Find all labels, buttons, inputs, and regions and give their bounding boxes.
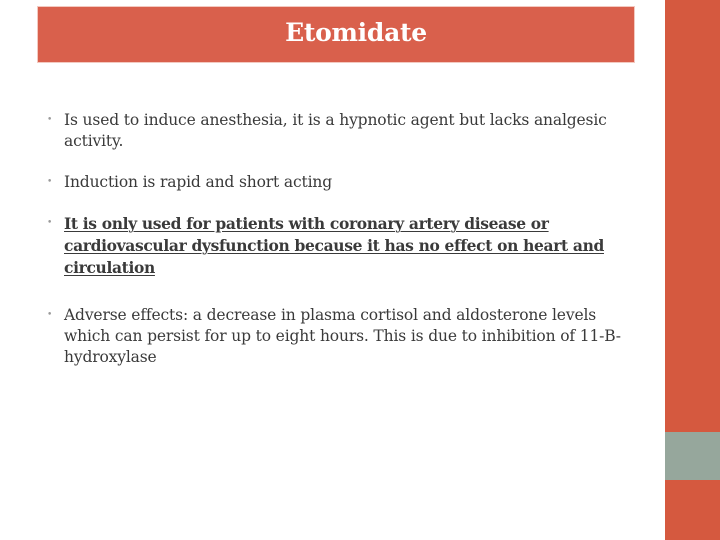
bullet-item [44, 213, 624, 279]
bullet-dot-icon: • [47, 115, 53, 125]
bullet-dot-icon: • [47, 177, 53, 187]
bullet-text: Is used to induce anesthesia, it is a hypnotic agent but lacks analgesic activity. [64, 111, 607, 150]
bullet-text: Adverse effects: a decrease in plasma cortisol and aldosterone levels which can persist for up to eight hours. This is due to inhibition of 11-B-hydroxylase [64, 306, 621, 366]
bullet-text-emphasized: It is only used for patients with coronary artery disease or cardiovascular dysfunction because it has no effect on heart and circulation [64, 214, 604, 277]
title-bar [37, 6, 635, 63]
bullet-dot-icon: • [47, 218, 53, 228]
slide-title: Etomidate [285, 18, 427, 47]
bullet-text: Induction is rapid and short acting [64, 173, 333, 191]
bullet-item [44, 110, 624, 152]
bullet-item [44, 305, 624, 368]
bullet-list [44, 110, 624, 388]
right-strip-accent-block [665, 432, 720, 480]
bullet-item [44, 172, 624, 193]
bullet-dot-icon: • [47, 310, 53, 320]
